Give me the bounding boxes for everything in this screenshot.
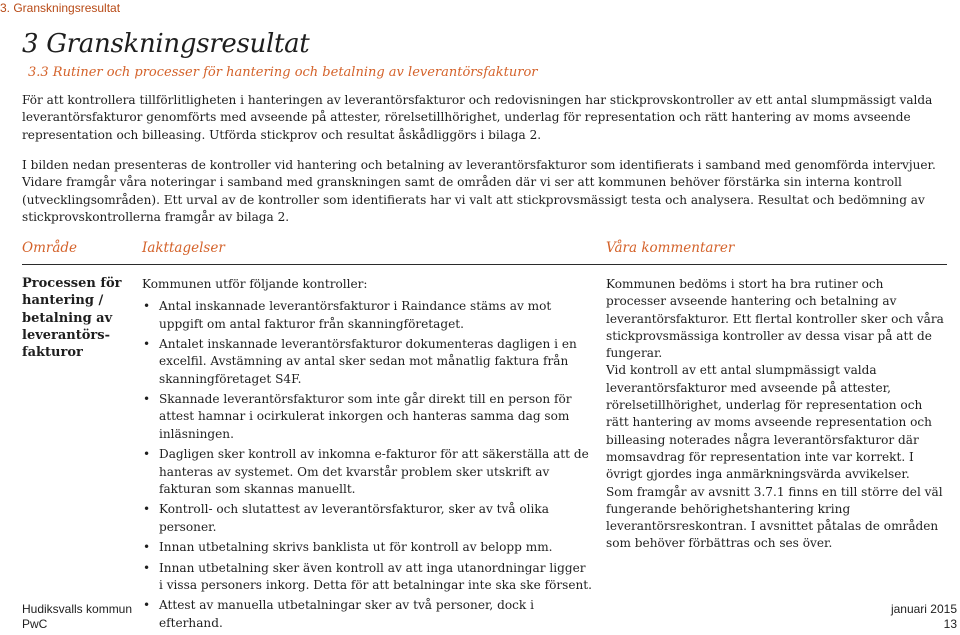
comment-paragraph: Kommunen bedöms i stort ha bra rutiner och processer avseende hantering och betalning av leverantörsfakturor. Ett flertal kontroller sker och våra stickprovsmässiga kontroller av dessa visar på att de fungerar. bbox=[606, 277, 944, 361]
list-item-text: Antal inskannade leverantörsfakturor i Raindance stäms av mot uppgift om antal fakturor från skanningföretaget. bbox=[159, 299, 552, 331]
footer-date: januari 2015 bbox=[890, 602, 957, 616]
page-number: 13 bbox=[943, 617, 957, 631]
breadcrumb: 3. Granskningsresultat bbox=[0, 1, 121, 15]
bullet-icon: • bbox=[143, 337, 151, 352]
comment-paragraph: Som framgår av avsnitt 3.7.1 finns en till större del väl fungerande behörighetshantering kring leverantörsreskontran. I avsnittet påtalas de områden som behöver förbättras och ses över. bbox=[606, 484, 943, 551]
list-item-text: Innan utbetalning sker även kontroll av att inga utanordningar ligger i vissa personers inkorg. Detta för att betalningar inte ska ske försent. bbox=[159, 560, 592, 592]
comments-cell bbox=[606, 276, 946, 553]
footer-firm: PwC bbox=[22, 617, 48, 631]
intro-paragraph: För att kontrollera tillförlitligheten i hanteringen av leverantörsfakturor och redovisningen har stickprovskontroller av ett antal slumpmässigt valda leverantörsfakturor genomförts med avseende på attester, rörelsetillhörighet, underlag för representation och rätt hantering av moms avseende representation och billeasing. Utförda stickprov och resultat åskådliggörs i bilaga 2. bbox=[22, 93, 933, 142]
list-item bbox=[142, 336, 592, 388]
description-paragraph: I bilden nedan presenteras de kontroller vid hantering och betalning av leverantörsfakturor som identifierats i samband med genomförda intervjuer. Vidare framgår våra noteringar i samband med granskningen samt de områden där vi ser att kommunen behöver förstärka sin interna kontroll (utvecklingsområden). Ett urval av de kontroller som identifierats har vi valt att stickprovsmässigt testa och analysera. Resultat och bedömning av stickprovskontrollerna framgår av bilaga 2. bbox=[22, 158, 936, 224]
list-item bbox=[142, 298, 592, 333]
bullet-icon: • bbox=[143, 299, 151, 314]
header-divider bbox=[22, 264, 947, 265]
list-item bbox=[142, 539, 592, 556]
list-item bbox=[142, 446, 592, 498]
bullet-icon: • bbox=[143, 598, 151, 613]
list-item bbox=[142, 391, 592, 443]
list-item bbox=[142, 560, 592, 595]
list-item-text: Dagligen sker kontroll av inkomna e-fakturor för att säkerställa att de hanteras av systemet. Om det kvarstår problem sker utskrift av fakturan som skannas manuellt. bbox=[159, 447, 589, 496]
list-item-text: Attest av manuella utbetalningar sker av två personer, dock i efterhand. bbox=[159, 598, 534, 630]
column-header-observations: Iakttagelser bbox=[142, 240, 225, 256]
bullet-icon: • bbox=[143, 392, 151, 407]
observations-list bbox=[142, 298, 592, 632]
list-item bbox=[142, 597, 592, 632]
list-item-text: Kontroll- och slutattest av leverantörsfakturor, sker av två olika personer. bbox=[159, 502, 549, 534]
list-item-text: Skannade leverantörsfakturor som inte går direkt till en person för attest hamnar i ocirkulerat inkorgen och hanteras samma dag som inläsningen. bbox=[159, 392, 572, 441]
page-title: 3 Granskningsresultat bbox=[22, 29, 310, 59]
bullet-icon: • bbox=[143, 502, 151, 517]
bullet-icon: • bbox=[143, 540, 151, 555]
observations-intro: Kommunen utför följande kontroller: bbox=[142, 277, 368, 291]
column-header-comments: Våra kommentarer bbox=[606, 240, 735, 256]
section-subtitle: 3.3 Rutiner och processer för hantering och betalning av leverantörsfakturor bbox=[28, 65, 538, 80]
bullet-icon: • bbox=[143, 447, 151, 462]
list-item bbox=[142, 501, 592, 536]
observations-cell bbox=[142, 276, 592, 635]
column-header-area: Område bbox=[22, 240, 78, 256]
list-item-text: Innan utbetalning skrivs banklista ut för kontroll av belopp mm. bbox=[159, 540, 553, 555]
area-cell: Processen för hantering / betalning av leverantörs-fakturor bbox=[22, 276, 122, 361]
list-item-text: Antalet inskannade leverantörsfakturor dokumenteras dagligen i en excelfil. Avstämning av antal sker sedan mot månatlig faktura från skanningföretaget S4F. bbox=[159, 337, 577, 386]
footer-organization: Hudiksvalls kommun bbox=[22, 602, 133, 616]
comment-paragraph: Vid kontroll av ett antal slumpmässigt valda leverantörsfakturor med avseende på attester, rörelsetillhörighet, underlag för representation och rätt hantering av moms avseende representation och billeasing noterades några leverantörsfakturor där momsavdrag för representation inte var korrekt. I övrigt gjordes inga anmärkningsvärda avvikelser. bbox=[606, 363, 932, 482]
bullet-icon: • bbox=[143, 560, 151, 575]
